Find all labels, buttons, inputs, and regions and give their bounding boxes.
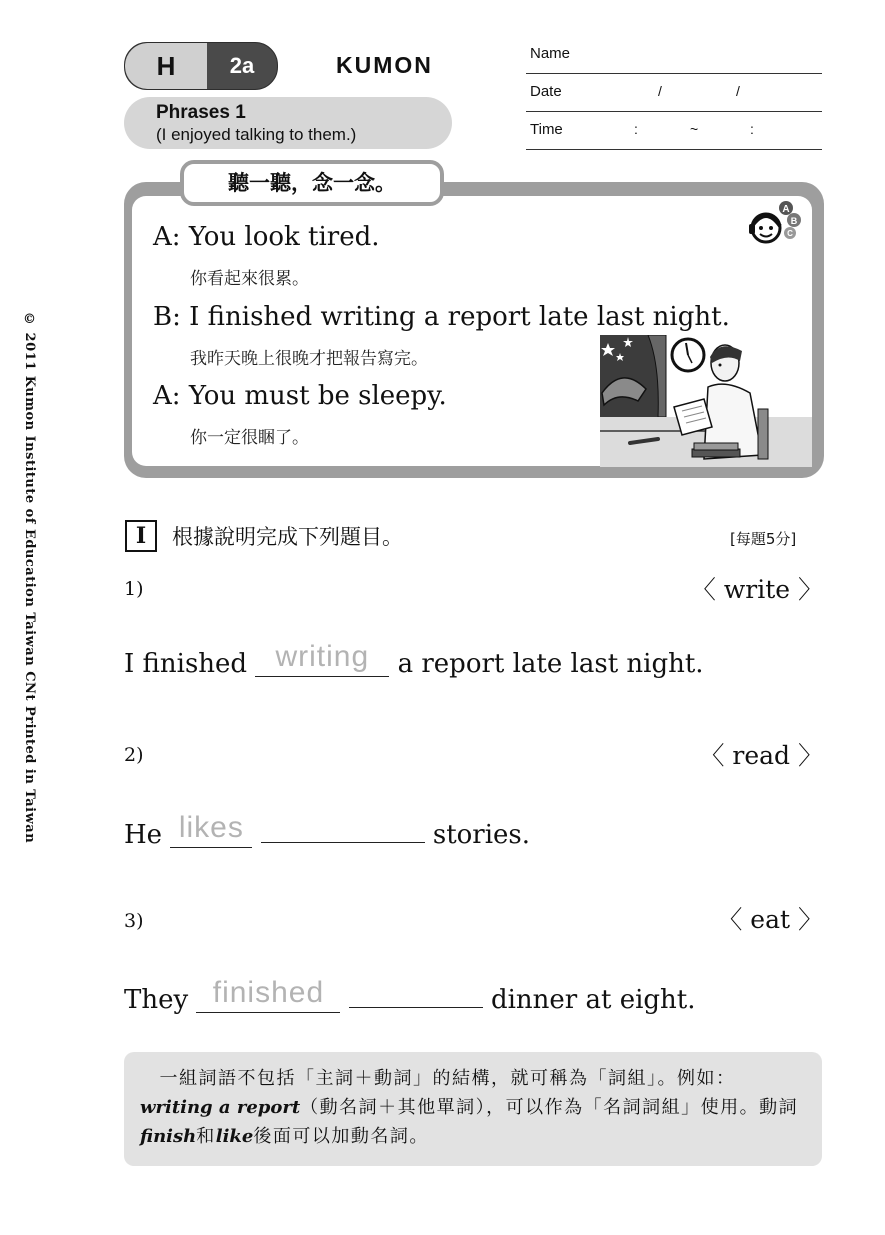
note-example-2: finish [140,1126,197,1147]
question-3-answer: finished [212,976,325,1009]
speaker-a-2: A: [153,381,181,411]
name-label: Name [530,45,571,62]
abc-letter-a: A [782,204,790,215]
grammar-note [140,1064,808,1151]
date-label: Date [530,83,562,100]
question-1-blank[interactable] [255,640,389,677]
dialogue-zh-3: 你一定很睏了。 [190,428,309,448]
abc-letter-b: B [790,216,798,226]
time-range: ~ [690,121,699,137]
question-2-blank-2[interactable] [261,812,425,843]
kumon-logo: KUMON [336,52,433,78]
question-3-blank-1[interactable] [196,976,340,1013]
question-2-before: He [124,820,163,850]
dialogue-zh-2: 我昨天晚上很晚才把報告寫完。 [190,349,428,369]
name-field[interactable] [526,37,822,74]
page-title: Phrases 1 [156,102,246,123]
dialogue-en-3: You must be sleepy. [188,381,447,411]
note-example-1: writing a report [140,1097,301,1118]
dialogue-en-1: You look tired. [188,222,380,252]
question-1-sentence [124,640,704,679]
audio-abc-icon[interactable] [746,198,804,248]
date-field[interactable] [526,75,822,112]
question-1-number: 1) [124,578,144,600]
question-2-sentence [124,812,530,850]
page-subtitle: (I enjoyed talking to them.) [156,125,357,144]
side-copyright: © 2011 Kumon Institute of Education Taiwan CNt Printed in Taiwan [22,312,37,844]
listen-heading: 聽一聽，念一念。 [180,160,444,206]
section-instruction: 根據說明完成下列題目。 [172,525,403,549]
time-colon-2: : [750,121,754,137]
note-part-3: 和 [196,1126,216,1147]
dialogue-line-3 [153,381,447,411]
question-2-blank-1[interactable] [170,811,252,848]
question-2-number: 2) [124,744,144,766]
dialogue-line-1 [153,222,380,252]
note-part-1: 一組詞語不包括「主詞＋動詞」的結構，就可稱為「詞組」。例如： [140,1068,736,1089]
speaker-a-1: A: [153,222,181,252]
question-1-after: a report late last night. [397,649,704,679]
dialogue-en-2: I finished writing a report late last night. [189,302,730,332]
question-3-number: 3) [124,910,144,932]
time-colon-1: : [634,121,638,137]
section-points: [每題5分] [730,530,797,548]
note-part-4: 後面可以加動名詞。 [253,1126,429,1147]
time-field[interactable] [526,113,822,150]
abc-letter-c: C [787,229,793,238]
note-part-2: （動名詞＋其他單詞），可以作為「名詞詞組」使用。動詞 [300,1097,799,1118]
section-label: I [125,520,157,552]
question-2-answer: likes [178,811,244,844]
illustration-man-reading-report [600,335,812,467]
question-3-hint: 〈 eat 〉 [717,905,823,934]
question-2-after: stories. [432,820,531,850]
question-1-hint: 〈 write 〉 [690,575,823,604]
question-3-blank-2[interactable] [349,977,483,1008]
question-1-answer: writing [275,640,370,673]
question-3-after: dinner at eight. [490,985,696,1015]
dialogue-line-2 [153,302,730,332]
level-label: H [125,43,207,89]
question-3-sentence [124,977,696,1015]
question-1-before: I finished [124,649,248,679]
level-badge [124,42,278,90]
note-example-3: like [215,1126,254,1147]
dialogue-zh-1: 你看起來很累。 [190,269,309,289]
question-2-hint: 〈 read 〉 [699,741,823,770]
question-3-before: They [124,985,189,1015]
date-sep-2: / [736,83,740,99]
time-label: Time [530,121,563,138]
speaker-b: B: [153,302,181,332]
page-label: 2a [229,53,255,78]
date-sep-1: / [658,83,662,99]
